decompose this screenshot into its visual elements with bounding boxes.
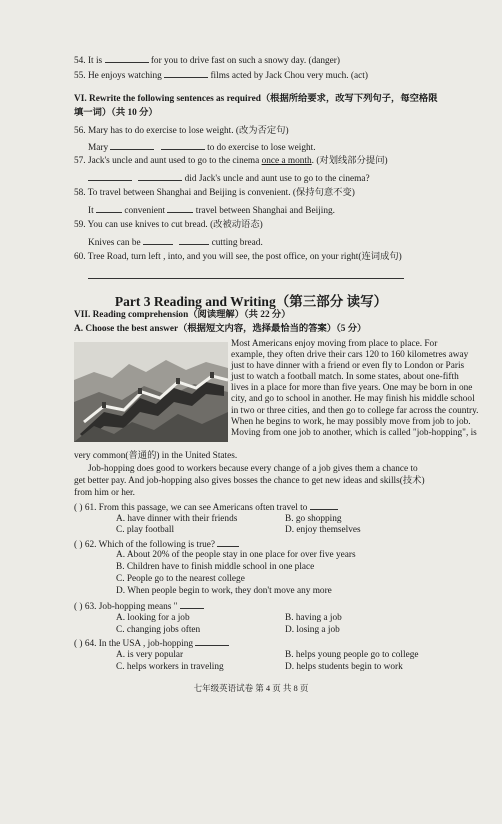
answer-blank[interactable] [105, 54, 149, 63]
answer-58: It convenient travel between Shanghai and Beijing. [88, 206, 335, 216]
question-58: 58. To travel between Shanghai and Beijing is convenient. (保持句意不变) [74, 188, 355, 198]
question-64: ( ) 64. In the USA , job-hopping [74, 637, 229, 650]
question-62: ( ) 62. Which of the following is true? [74, 538, 239, 551]
option-64-c[interactable]: C. helps workers in traveling [116, 662, 224, 672]
option-63-b[interactable]: B. having a job [285, 613, 342, 623]
page-footer: 七年级英语试卷 第 4 页 共 8 页 [193, 683, 309, 693]
answer-blank[interactable] [180, 600, 204, 609]
question-61: ( ) 61. From this passage, we can see Americans often travel to [74, 501, 338, 514]
question-54: 54. It is for you to drive fast on such a snowy day. (danger) [74, 56, 340, 66]
option-61-b[interactable]: B. go shopping [285, 514, 342, 524]
option-63-d[interactable]: D. losing a job [285, 625, 340, 635]
option-61-a[interactable]: A. have dinner with their friends [116, 514, 238, 524]
passage-line: Job-hopping does good to workers because every change of a job gives them a chance to [88, 464, 418, 474]
option-64-b[interactable]: B. helps young people go to college [285, 650, 419, 660]
question-59: 59. You can use knives to cut bread. (改被动语态) [74, 220, 263, 230]
answer-blank[interactable] [96, 204, 122, 213]
question-57: 57. Jack's uncle and aunt used to go to the cinema once a month. (对划线部分提问) [74, 156, 388, 166]
answer-blank[interactable] [195, 637, 229, 646]
section-a-heading: A. Choose the best answer（根据短文内容，选择最恰当的答案）（5 分） [74, 324, 367, 334]
option-63-c[interactable]: C. changing jobs often [116, 625, 201, 635]
answer-blank[interactable] [88, 172, 132, 181]
option-64-d[interactable]: D. helps students begin to work [285, 662, 403, 672]
passage-wrapped: Most Americans enjoy moving from place to place. For example, they often drive their cars 120 to 160 kilometres away just to have dinner with a friend or even fly to London or Paris just to watch a football match. In some states, about one-fifth lives in a place for more than five years. One may be born in one city, and go to school in another. He may finish his middle school in two or three cities, and then go to college far across the country. When he begins to work, he may possibly move from job to job. Moving from one job to another, which is called "job-hopping", is [231, 339, 479, 438]
passage-line: get better pay. And job-hopping also gives bosses the chance to get new ideas and skills(技术) [74, 476, 425, 486]
question-60: 60. Tree Road, turn left , into, and you will see, the post office, on your right(连词成句) [74, 252, 402, 262]
section-vii-heading: VII. Reading comprehension（阅读理解）（共 22 分） [74, 310, 291, 320]
question-63: ( ) 63. Job-hopping means " [74, 600, 204, 613]
answer-56: Mary to do exercise to lose weight. [88, 143, 316, 153]
option-63-a[interactable]: A. looking for a job [116, 613, 190, 623]
question-55: 55. He enjoys watching films acted by Jack Chou very much. (act) [74, 71, 368, 81]
answer-blank[interactable] [179, 236, 209, 245]
option-61-c[interactable]: C. play football [116, 525, 175, 535]
question-56: 56. Mary has to do exercise to lose weight. (改为否定句) [74, 126, 289, 136]
answer-blank[interactable] [143, 236, 173, 245]
answer-60 [88, 270, 404, 283]
option-64-a[interactable]: A. is very popular [116, 650, 184, 660]
answer-blank[interactable] [88, 270, 404, 279]
option-62-b[interactable]: B. Children have to finish middle school in one place [116, 562, 315, 572]
option-62-a[interactable]: A. About 20% of the people stay in one place for over five years [116, 550, 356, 560]
answer-blank[interactable] [161, 141, 205, 150]
answer-blank[interactable] [310, 501, 338, 510]
answer-blank[interactable] [110, 141, 154, 150]
answer-59: Knives can be cutting bread. [88, 238, 263, 248]
answer-blank[interactable] [167, 204, 193, 213]
answer-blank[interactable] [217, 538, 239, 547]
passage-photo [74, 342, 228, 442]
passage-line: from him or her. [74, 488, 135, 498]
section-vi-heading-cont: 填一词）（共 10 分） [74, 108, 158, 118]
section-vi-heading: VI. Rewrite the following sentences as required（根据所给要求，改写下列句子，每空格限 [74, 94, 438, 104]
option-61-d[interactable]: D. enjoy themselves [285, 525, 361, 535]
passage-line: very common(普通的) in the United States. [74, 451, 238, 461]
answer-57: did Jack's uncle and aunt use to go to the cinema? [88, 172, 370, 185]
part-3-title: Part 3 Reading and Writing（第三部分 读写） [114, 294, 388, 309]
answer-blank[interactable] [138, 172, 182, 181]
answer-blank[interactable] [164, 69, 208, 78]
option-62-d[interactable]: D. When people begin to work, they don't move any more [116, 586, 332, 596]
option-62-c[interactable]: C. People go to the nearest college [116, 574, 245, 584]
